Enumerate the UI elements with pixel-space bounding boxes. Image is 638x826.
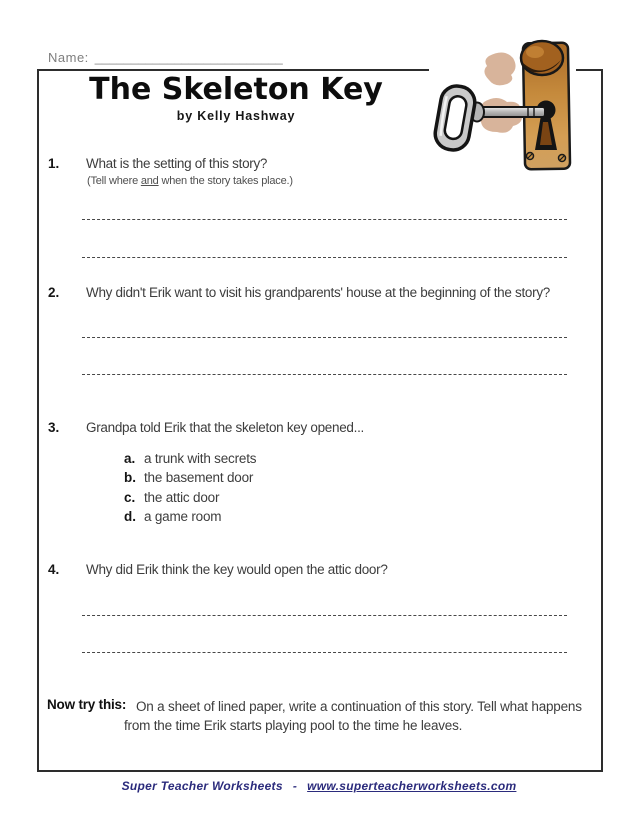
byline: by Kelly Hashway [176,109,296,123]
question-3-text: Grandpa told Erik that the skeleton key opened... [86,420,364,435]
footer [0,779,638,793]
choice-a-text: a trunk with secrets [144,451,257,466]
door-knob [521,41,563,75]
footer-brand: Super Teacher Worksheets [121,779,283,793]
name-label: Name: [48,50,89,65]
key-shaft [477,107,545,117]
question-4-text: Why did Erik think the key would open the attic door? [86,562,388,577]
name-row [48,50,283,65]
choice-b-letter: b. [124,470,136,485]
choice-c-text: the attic door [144,490,220,505]
hint-underlined-word: and [140,175,159,187]
choice-d-letter: d. [124,509,136,524]
door-knob-highlight [526,46,544,58]
choice-d-text: a game room [144,509,222,524]
footer-link[interactable]: www.superteacherworksheets.com [307,779,517,793]
footer-separator: - [292,779,298,793]
choice-a-letter: a. [124,451,136,466]
now-try-this-text: On a sheet of lined paper, write a continuation of this story. Tell what happens from the time Erik starts playing pool to the time he leaves. [124,699,582,733]
now-try-this-label: Now try this: [47,697,127,712]
shadow-blob-upper [484,52,515,85]
question-1-text: What is the setting of this story? [86,156,268,171]
choice-c-letter: c. [124,490,136,505]
question-3-number: 3. [48,420,60,435]
hint-pre: (Tell where [87,175,141,187]
question-2-number: 2. [48,285,60,300]
question-4-number: 4. [48,562,60,577]
hint-post: when the story takes place.) [158,175,293,187]
name-blank-line: __________________________ [94,50,283,65]
title-block [80,74,392,123]
skeleton-key-illustration [429,28,576,175]
key-lock-drawing [429,28,576,175]
question-2-text: Why didn't Erik want to visit his grandparents' house at the beginning of the story? [86,285,550,300]
question-1-number: 1. [48,156,60,171]
worksheet-title: The Skeleton Key [89,72,383,107]
choice-b-text: the basement door [144,470,254,485]
